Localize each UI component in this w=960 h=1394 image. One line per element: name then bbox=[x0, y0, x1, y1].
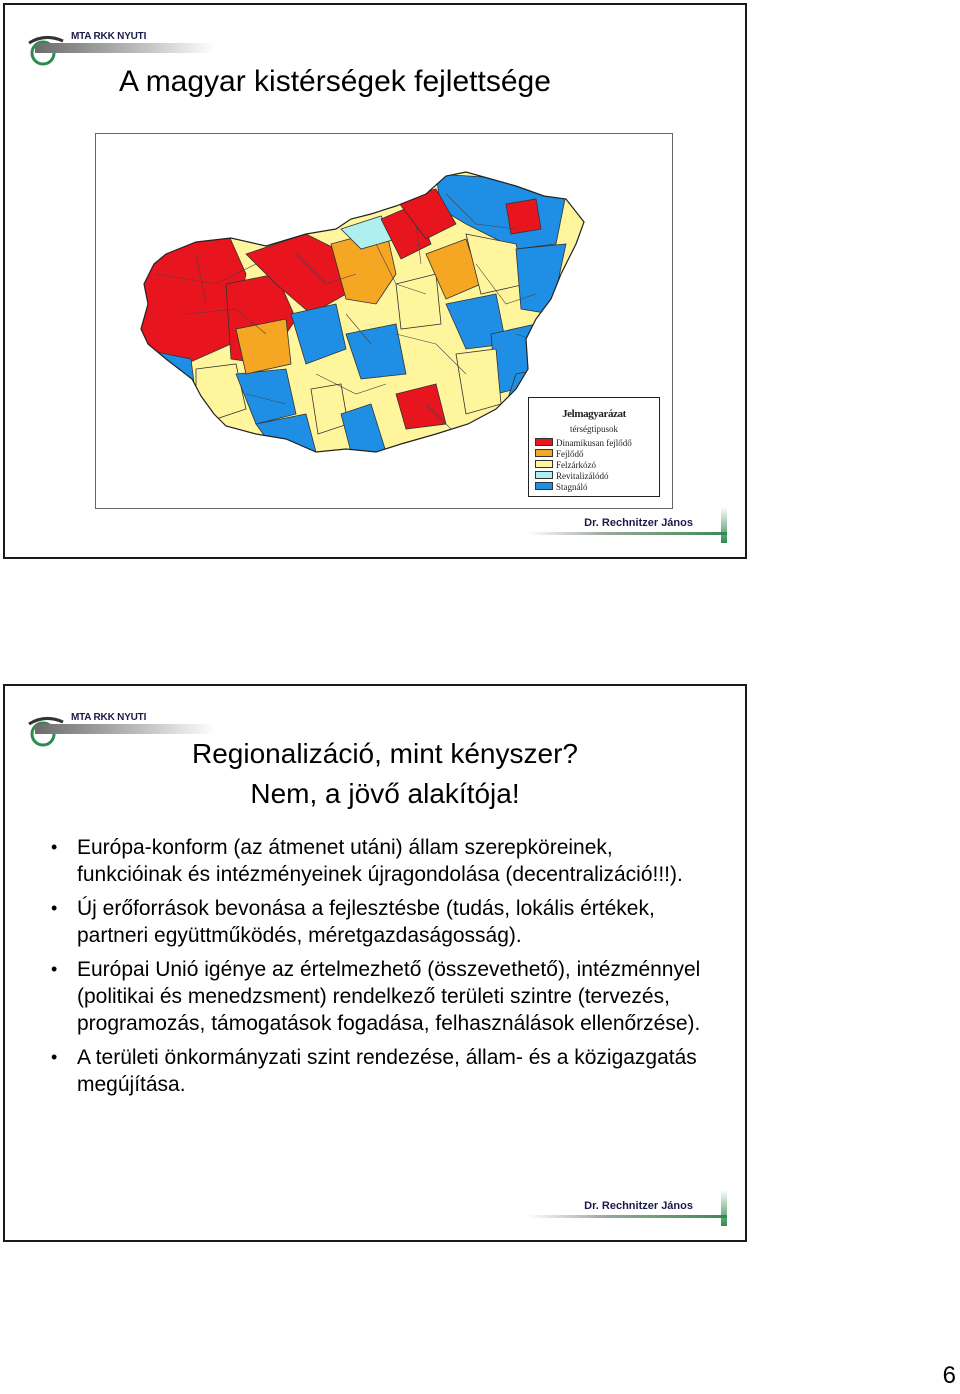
logo-name: MTA RKK NYUTI bbox=[71, 31, 147, 42]
slide-1 bbox=[3, 3, 747, 559]
mta-rkk-nyuti-logo bbox=[25, 25, 215, 65]
map-frame bbox=[95, 133, 673, 509]
legend-swatch bbox=[535, 449, 553, 457]
footer-bar bbox=[721, 507, 727, 543]
logo-bar bbox=[35, 43, 215, 53]
author-name: Dr. Rechnitzer János bbox=[584, 517, 693, 529]
slide-title: A magyar kistérségek fejlettsége bbox=[119, 65, 551, 98]
logo-name: MTA RKK NYUTI bbox=[71, 712, 147, 723]
slide-footer bbox=[527, 1182, 727, 1226]
legend-item-catching-up: Felzárkózó bbox=[535, 460, 596, 470]
legend-item-dynamic: Dinamikusan fejlődő bbox=[535, 438, 632, 448]
legend-swatch bbox=[535, 460, 553, 468]
slide-title-line-1: Regionalizáció, mint kényszer? bbox=[192, 738, 578, 769]
footer-line bbox=[527, 1215, 727, 1218]
author-name: Dr. Rechnitzer János bbox=[584, 1200, 693, 1212]
slide-footer bbox=[527, 499, 727, 543]
legend-subtitle: térségtípusok bbox=[570, 424, 618, 434]
legend-swatch bbox=[535, 471, 553, 479]
legend-item-developing: Fejlődő bbox=[535, 449, 584, 459]
slide-title-line-2: Nem, a jövő alakítója! bbox=[250, 778, 520, 809]
map-legend bbox=[528, 397, 660, 497]
logo-bar bbox=[35, 724, 215, 734]
legend-swatch bbox=[535, 438, 553, 446]
footer-line bbox=[527, 532, 727, 535]
legend-item-stagnating: Stagnáló bbox=[535, 482, 588, 492]
slide-2 bbox=[3, 684, 747, 1242]
bullet-item: • Európai Unió igénye az értelmezhető (összevethető), intézménnyel (politikai és menedzsment) rendelkező területi szintre (tervezés, programozás, támogatások fogadása, felhasználások ellenőrzése). bbox=[51, 956, 701, 1037]
bullet-item: • Új erőforrások bevonása a fejlesztésbe (tudás, lokális értékek, partneri együttműködés, méretgazdaságosság). bbox=[51, 895, 701, 949]
legend-swatch bbox=[535, 482, 553, 490]
bullet-item: • Európa-konform (az átmenet utáni) állam szerepköreinek, funkcióinak és intézményeinek újragondolása (decentralizáció!!!). bbox=[51, 834, 701, 888]
legend-title: Jelmagyarázat bbox=[562, 408, 626, 420]
footer-bar bbox=[721, 1190, 727, 1226]
page-number: 6 bbox=[942, 1362, 956, 1389]
slide-title bbox=[5, 734, 745, 814]
legend-item-revitalizing: Revitalizálódó bbox=[535, 471, 608, 481]
bullet-list bbox=[51, 834, 701, 1105]
bullet-item: • A területi önkormányzati szint rendezése, állam- és a közigazgatás megújítása. bbox=[51, 1044, 701, 1098]
